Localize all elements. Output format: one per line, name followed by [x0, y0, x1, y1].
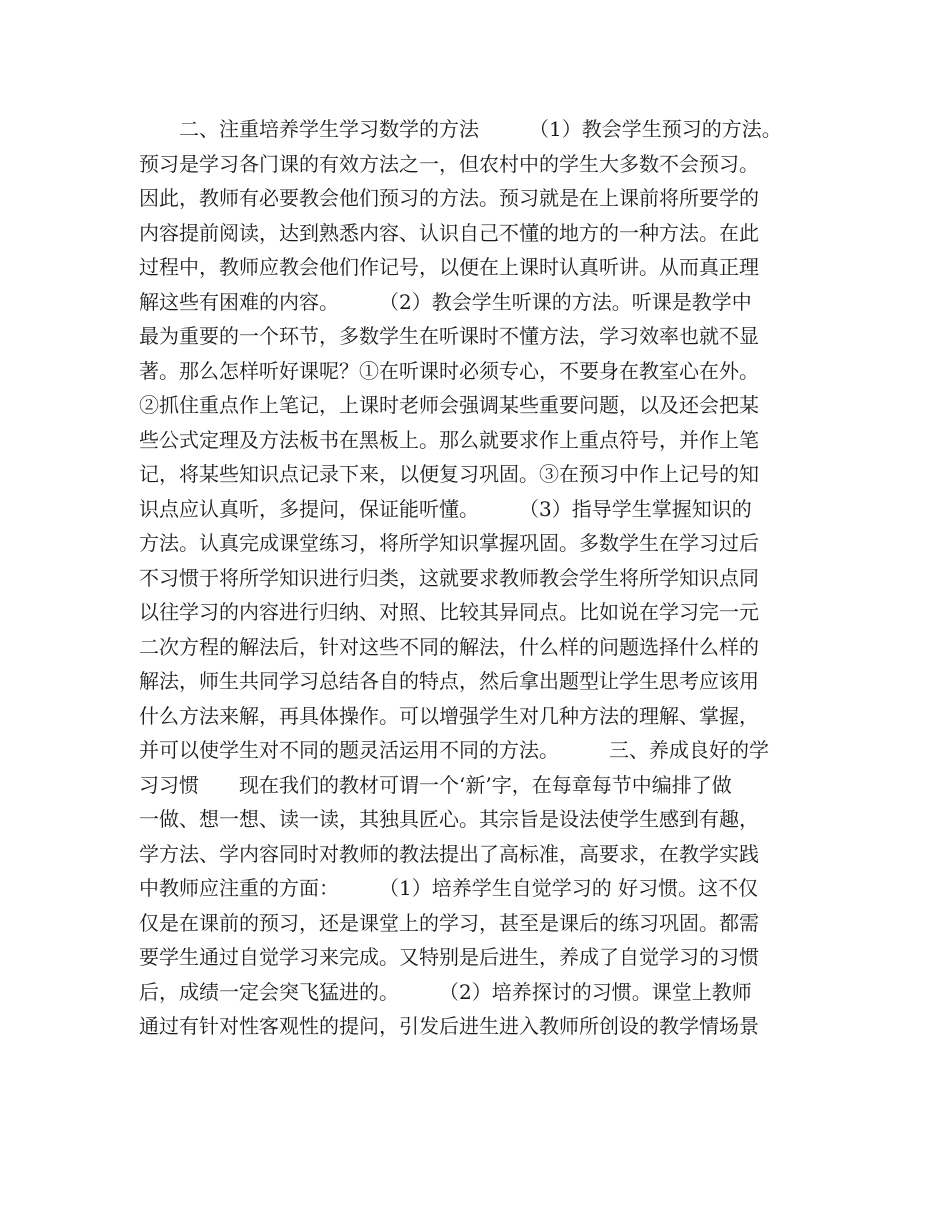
text-line: 预习是学习各门课的有效方法之一，但农村中的学生大多数不会预习。 [139, 151, 759, 176]
text-line: 要学生通过自觉学习来完成。又特别是后进生，养成了自觉学习的习惯 [139, 945, 759, 969]
text-line: 仅是在课前的预习，还是课堂上的学习，甚至是课后的练习巩固。都需 [139, 910, 759, 935]
text-line: 识点应认真听，多提问，保证能听懂。 （3）指导学生掌握知识的 [139, 496, 752, 521]
text-line: 什么方法来解，再具体操作。可以增强学生对几种方法的理解、掌握， [139, 703, 759, 728]
text-line: 著。那么怎样听好课呢？①在听课时必须专心，不要身在教室心在外。 [139, 358, 759, 383]
text-line: 并可以使学生对不同的题灵活运用不同的方法。 三、养成良好的学 [139, 738, 769, 762]
text-line: ②抓住重点作上笔记，上课时老师会强调某些重要问题，以及还会把某 [139, 393, 759, 417]
text-line: 二、注重培养学生学习数学的方法 （1）教会学生预习的方法。 [139, 117, 782, 141]
text-line: 因此，教师有必要教会他们预习的方法。预习就是在上课前将所要学的 [139, 186, 759, 210]
text-line: 记，将某些知识点记录下来，以便复习巩固。③在预习中作上记号的知 [139, 462, 759, 486]
text-line: 习习惯 现在我们的教材可谓一个‘新’字，在每章每节中编排了做 [139, 772, 732, 797]
text-line: 后，成绩一定会突飞猛进的。 （2）培养探讨的习惯。课堂上教师 [139, 979, 752, 1004]
text-line: 学方法、学内容同时对教师的教法提出了高标准，高要求，在教学实践 [139, 841, 759, 866]
text-line: 过程中，教师应教会他们作记号，以便在上课时认真听讲。从而真正理 [139, 255, 759, 279]
text-line: 以往学习的内容进行归纳、对照、比较其异同点。比如说在学习完一元 [139, 600, 759, 624]
text-line: 方法。认真完成课堂练习，将所学知识掌握巩固。多数学生在学习过后 [139, 531, 759, 555]
text-line: 解法，师生共同学习总结各自的特点，然后拿出题型让学生思考应该用 [139, 669, 759, 693]
text-line: 二次方程的解法后，针对这些不同的解法，什么样的问题选择什么样的 [139, 634, 759, 659]
text-line: 中教师应注重的方面： （1）培养学生自觉学习的 好习惯。这不仅 [139, 876, 759, 900]
text-line: 些公式定理及方法板书在黑板上。那么就要求作上重点符号，并作上笔 [139, 427, 759, 452]
text-line: 通过有针对性客观性的提问，引发后进生进入教师所创设的教学情场景 [139, 1014, 759, 1038]
text-line: 不习惯于将所学知识进行归类，这就要求教师教会学生将所学知识点同 [139, 565, 759, 590]
body-text [139, 112, 829, 1044]
text-line: 一做、想一想、读一读，其独具匠心。其宗旨是设法使学生感到有趣， [139, 807, 759, 831]
text-line: 最为重要的一个环节，多数学生在听课时不懂方法，学习效率也就不显 [139, 324, 759, 348]
text-line: 解这些有困难的内容。 （2）教会学生听课的方法。听课是教学中 [139, 289, 752, 314]
text-line: 内容提前阅读，达到熟悉内容、认识自己不懂的地方的一种方法。在此 [139, 220, 759, 245]
